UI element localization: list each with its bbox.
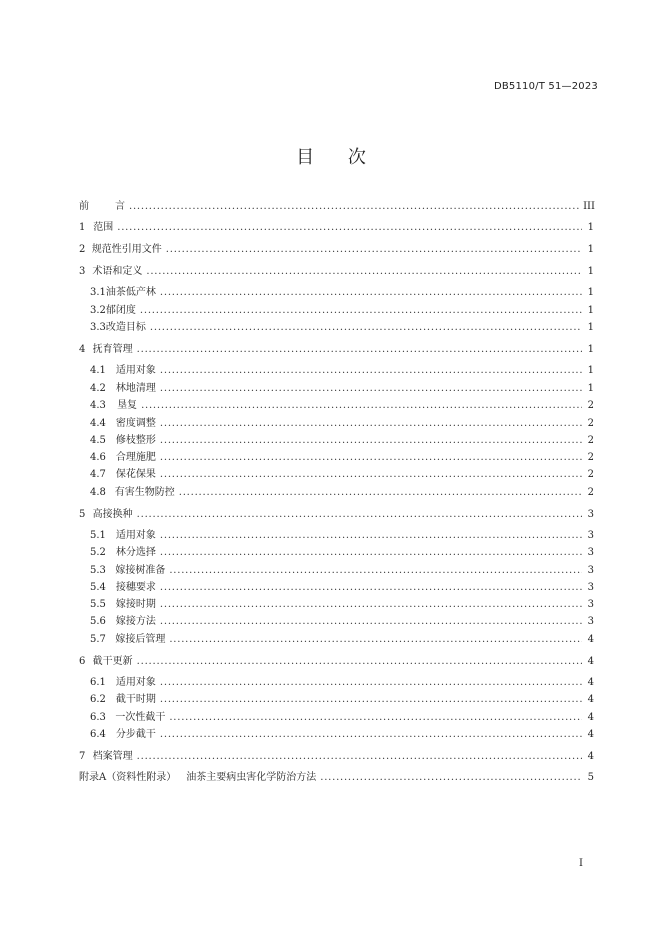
toc-entry-page: 3 <box>587 547 594 558</box>
toc-entry[interactable] <box>90 485 594 501</box>
toc-entry-page: 3 <box>587 530 594 541</box>
toc-entry[interactable] <box>90 320 594 336</box>
toc-entry-label: 嫁接树准备 <box>115 565 166 576</box>
toc-entry-number: 2 <box>79 244 86 255</box>
toc-entry-number: 5.1 <box>90 530 106 541</box>
toc-dot-leader <box>160 285 582 301</box>
toc-entry-page: 1 <box>587 244 594 255</box>
toc-entry[interactable] <box>79 264 594 280</box>
toc-entry-number: 6 <box>79 656 86 667</box>
toc-dot-leader <box>166 242 582 258</box>
toc-dot-leader <box>150 320 582 336</box>
toc-entry[interactable] <box>90 675 594 691</box>
toc-entry-label: 嫁接后管理 <box>115 634 166 645</box>
toc-entry-page: 4 <box>587 729 594 740</box>
toc-entry-number: 附录A（资料性附录） <box>79 772 177 783</box>
toc-entry[interactable] <box>79 342 594 358</box>
toc-title: 目 次 <box>296 147 380 168</box>
toc-entry[interactable] <box>90 416 594 432</box>
toc-entry-number: 4 <box>79 344 86 355</box>
toc-entry-label: 截干更新 <box>92 656 133 667</box>
toc-entry-label: 言 <box>115 201 125 212</box>
toc-entry-label: 油茶低产林 <box>105 287 156 298</box>
toc-dot-leader <box>169 563 582 579</box>
toc-entry[interactable] <box>90 710 594 726</box>
toc-dot-leader <box>160 528 582 544</box>
toc-dot-leader <box>160 433 582 449</box>
toc-entry-label: 规范性引用文件 <box>91 244 162 255</box>
toc-entry-number: 3 <box>79 266 86 277</box>
toc-entry-page: 2 <box>587 435 594 446</box>
toc-entry-page: 1 <box>587 266 594 277</box>
toc-entry-number: 1 <box>79 222 86 233</box>
toc-dot-leader <box>137 654 582 670</box>
toc-dot-leader <box>117 220 582 236</box>
toc-entry[interactable] <box>90 528 594 544</box>
toc-entry-page: III <box>583 201 595 212</box>
toc-entry-number: 4.3 <box>90 400 106 411</box>
toc-dot-leader <box>160 363 582 379</box>
toc-entry-label: 改造目标 <box>105 322 146 333</box>
toc-entry-page: 5 <box>587 772 594 783</box>
toc-entry-number: 3.3 <box>90 322 106 333</box>
toc-entry-label: 高接换种 <box>92 509 133 520</box>
toc-dot-leader <box>320 770 582 786</box>
toc-dot-leader <box>129 199 579 215</box>
toc-dot-leader <box>160 450 582 466</box>
toc-entry-number: 4.1 <box>90 365 106 376</box>
toc-entry-page: 4 <box>587 751 594 762</box>
toc-entry-page: 4 <box>587 656 594 667</box>
toc-entry-number: 4.8 <box>90 487 106 498</box>
toc-entry-number: 6.4 <box>90 729 106 740</box>
toc-entry-label: 林分选择 <box>115 547 156 558</box>
toc-entry[interactable] <box>90 363 594 379</box>
toc-entry-page: 4 <box>587 677 594 688</box>
toc-dot-leader <box>160 614 582 630</box>
toc-entry-page: 4 <box>587 694 594 705</box>
toc-dot-leader <box>160 727 582 743</box>
toc-entry[interactable] <box>90 381 594 397</box>
toc-entry-label: 保花保果 <box>115 469 156 480</box>
toc-entry-number: 5.7 <box>90 634 106 645</box>
toc-dot-leader <box>141 398 582 414</box>
toc-entry[interactable] <box>90 614 594 630</box>
toc-entry-page: 2 <box>587 469 594 480</box>
toc-entry-number: 6.2 <box>90 694 106 705</box>
toc-dot-leader <box>160 545 582 561</box>
footer-page-number: I <box>579 858 583 869</box>
toc-entry[interactable] <box>79 749 594 765</box>
toc-entry-number: 前 <box>79 201 89 212</box>
toc-dot-leader <box>146 264 582 280</box>
toc-entry-page: 3 <box>587 509 594 520</box>
toc-dot-leader <box>137 507 582 523</box>
toc-entry-page: 1 <box>587 383 594 394</box>
toc-entry-label: 抚育管理 <box>92 344 133 355</box>
toc-entry-number: 5.4 <box>90 582 106 593</box>
toc-entry-label: 分步截干 <box>115 729 156 740</box>
toc-entry-label: 垦复 <box>117 400 138 411</box>
toc-entry[interactable] <box>90 580 594 596</box>
toc-entry-label: 适用对象 <box>115 677 156 688</box>
toc-entry-number: 4.6 <box>90 452 106 463</box>
toc-entry-number: 5 <box>79 509 86 520</box>
toc-entry[interactable] <box>90 467 594 483</box>
toc-entry-page: 1 <box>587 365 594 376</box>
toc-entry-page: 3 <box>587 565 594 576</box>
toc-entry[interactable] <box>90 692 594 708</box>
toc-entry-number: 3.2 <box>90 305 106 316</box>
toc-entry-page: 2 <box>587 418 594 429</box>
toc-entry[interactable] <box>90 433 594 449</box>
toc-entry-page: 4 <box>587 712 594 723</box>
toc-entry-number: 4.5 <box>90 435 106 446</box>
toc-entry-page: 1 <box>587 322 594 333</box>
toc-dot-leader <box>140 303 582 319</box>
toc-dot-leader <box>137 342 582 358</box>
toc-entry[interactable] <box>79 220 594 236</box>
toc-entry-label: 截干时期 <box>115 694 156 705</box>
toc-entry-label: 嫁接时期 <box>115 599 156 610</box>
toc-entry-label: 一次性截干 <box>115 712 166 723</box>
toc-entry[interactable] <box>90 285 594 301</box>
toc-dot-leader <box>169 710 582 726</box>
toc-entry[interactable] <box>79 507 594 523</box>
toc-entry[interactable] <box>90 450 594 466</box>
toc-entry-label: 林地清理 <box>115 383 156 394</box>
toc-entry-number: 5.6 <box>90 616 106 627</box>
toc-entry-number: 6.1 <box>90 677 106 688</box>
toc-entry-number: 4.4 <box>90 418 106 429</box>
toc-dot-leader <box>160 675 582 691</box>
toc-entry-label: 适用对象 <box>115 365 156 376</box>
toc-entry-number: 3.1 <box>90 287 106 298</box>
toc-dot-leader <box>169 632 582 648</box>
toc-entry-label: 修枝整形 <box>115 435 156 446</box>
toc-entry[interactable] <box>90 632 594 648</box>
toc-entry-number: 4.7 <box>90 469 106 480</box>
toc-dot-leader <box>179 485 582 501</box>
toc-entry-label: 郁闭度 <box>105 305 136 316</box>
toc-entry-label: 范围 <box>93 222 114 233</box>
toc-entry-page: 2 <box>587 487 594 498</box>
toc-entry-page: 3 <box>587 616 594 627</box>
toc-entry-page: 3 <box>587 582 594 593</box>
toc-entry-page: 2 <box>587 400 594 411</box>
toc-entry[interactable] <box>79 199 594 215</box>
toc-entry-page: 2 <box>587 452 594 463</box>
toc-entry[interactable] <box>90 597 594 613</box>
toc-entry-label: 档案管理 <box>92 751 133 762</box>
toc-entry-label: 适用对象 <box>115 530 156 541</box>
toc-entry[interactable] <box>79 242 594 258</box>
toc-entry-label: 密度调整 <box>115 418 156 429</box>
toc-entry-page: 1 <box>587 344 594 355</box>
toc-dot-leader <box>160 381 582 397</box>
toc-entry-label: 接穗要求 <box>115 582 156 593</box>
toc-dot-leader <box>160 467 582 483</box>
toc-entry-label: 有害生物防控 <box>114 487 175 498</box>
toc-entry[interactable] <box>90 398 594 414</box>
toc-entry-label: 嫁接方法 <box>115 616 156 627</box>
toc-entry-page: 1 <box>587 222 594 233</box>
toc-entry-label: 合理施肥 <box>115 452 156 463</box>
toc-dot-leader <box>160 580 582 596</box>
toc-entry[interactable] <box>79 654 594 670</box>
toc-entry-number: 5.2 <box>90 547 106 558</box>
toc-entry-page: 1 <box>587 287 594 298</box>
toc-entry[interactable] <box>90 545 594 561</box>
toc-entry-page: 3 <box>587 599 594 610</box>
toc-entry-label: 术语和定义 <box>92 266 143 277</box>
toc-entry-number: 7 <box>79 751 86 762</box>
toc-entry-number: 5.3 <box>90 565 106 576</box>
toc-entry[interactable] <box>90 303 594 319</box>
toc-entry[interactable] <box>79 770 594 786</box>
toc-entry-number: 6.3 <box>90 712 106 723</box>
toc-dot-leader <box>160 416 582 432</box>
toc-entry-label: 油茶主要病虫害化学防治方法 <box>186 772 317 783</box>
toc-dot-leader <box>160 597 582 613</box>
toc-entry-number: 5.5 <box>90 599 106 610</box>
document-id: DB5110/T 51—2023 <box>493 81 598 92</box>
toc-entry-page: 1 <box>587 305 594 316</box>
toc-entry[interactable] <box>90 727 594 743</box>
toc-entry-number: 4.2 <box>90 383 106 394</box>
toc-dot-leader <box>137 749 582 765</box>
toc-dot-leader <box>160 692 582 708</box>
toc-entry[interactable] <box>90 563 594 579</box>
toc-entry-page: 4 <box>587 634 594 645</box>
